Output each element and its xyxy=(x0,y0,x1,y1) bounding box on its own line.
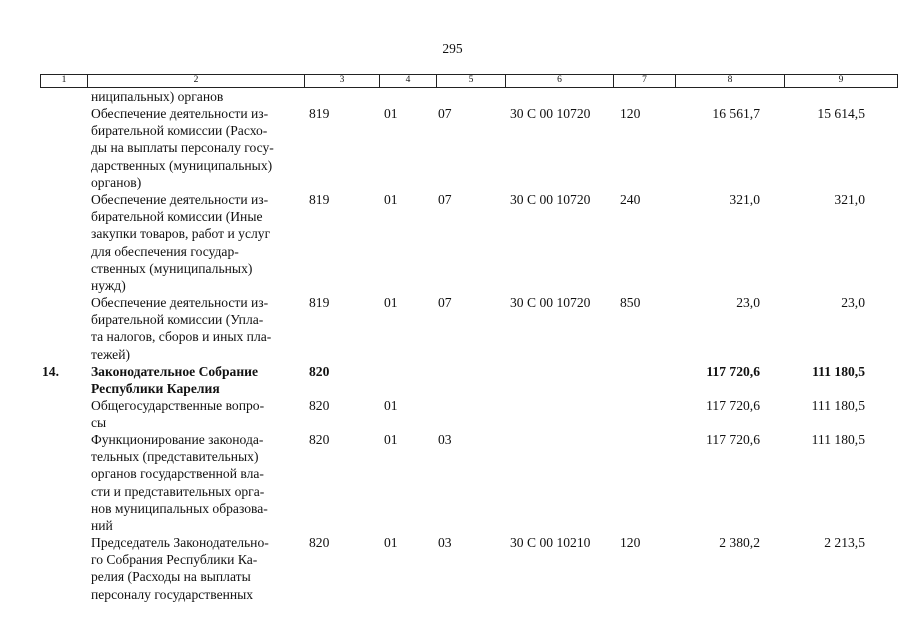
row-description: Функционирование законода- тельных (представительных) органов государственной вла- сти и представительных орга- нов муниципальных образова- ний xyxy=(91,432,268,534)
table-row xyxy=(0,431,905,534)
row-code: 819 xyxy=(309,295,330,310)
row-amount-year1: 117 720,6 xyxy=(706,398,760,413)
row-description: Законодательное Собрание Республики Карелия xyxy=(91,364,259,397)
row-amount-year2: 23,0 xyxy=(841,295,865,310)
row-description: Обеспечение деятельности из- бирательной комиссии (Упла- та налогов, сборов и иных пла- тежей) xyxy=(91,295,272,362)
row-expense-type: 120 xyxy=(620,535,641,550)
row-amount-year1: 2 380,2 xyxy=(719,535,760,550)
row-description: Обеспечение деятельности из- бирательной комиссии (Иные закупки товаров, работ и услуг для обеспечения государ- ственных (муниципальных) нужд) xyxy=(91,192,271,294)
row-expense-type: 120 xyxy=(620,106,641,121)
row-amount-year1: 117 720,6 xyxy=(706,364,760,379)
row-description: Общегосударственные вопро- сы xyxy=(91,398,265,431)
row-target-article: 30 С 00 10720 xyxy=(510,192,591,207)
row-amount-year2: 321,0 xyxy=(834,192,865,207)
row-amount-year1: 117 720,6 xyxy=(706,432,760,447)
row-target-article: 30 С 00 10210 xyxy=(510,535,591,550)
table-header xyxy=(40,74,898,88)
row-amount-year1: 16 561,7 xyxy=(712,106,760,121)
row-description: Председатель Законодательно- го Собрания Республики Ка- релия (Расходы на выплаты персоналу государственных xyxy=(91,535,269,602)
row-amount-year2: 111 180,5 xyxy=(811,432,865,447)
row-target-article: 30 С 00 10720 xyxy=(510,106,591,121)
row-section: 01 xyxy=(384,535,398,550)
row-amount-year2: 111 180,5 xyxy=(811,398,865,413)
table-row xyxy=(0,105,905,191)
table-row xyxy=(0,88,905,105)
row-code: 820 xyxy=(309,432,330,447)
table-row xyxy=(0,191,905,294)
row-subsection: 07 xyxy=(438,106,452,121)
row-section: 01 xyxy=(384,106,398,121)
row-target-article: 30 С 00 10720 xyxy=(510,295,591,310)
page-number: 295 xyxy=(442,41,463,56)
row-section: 01 xyxy=(384,398,398,413)
row-subsection: 03 xyxy=(438,535,452,550)
column-header-8: 8 xyxy=(675,75,784,87)
row-section: 01 xyxy=(384,432,398,447)
column-header-7: 7 xyxy=(613,75,675,87)
column-header-4: 4 xyxy=(379,75,436,87)
row-subsection: 03 xyxy=(438,432,452,447)
row-amount-year2: 111 180,5 xyxy=(812,364,865,379)
row-amount-year2: 2 213,5 xyxy=(824,535,865,550)
row-code: 820 xyxy=(309,364,330,379)
row-section: 01 xyxy=(384,295,398,310)
column-header-2: 2 xyxy=(87,75,304,87)
table-row xyxy=(0,363,905,397)
table-row xyxy=(0,294,905,363)
row-expense-type: 240 xyxy=(620,192,641,207)
table-row xyxy=(0,397,905,431)
column-header-9: 9 xyxy=(784,75,897,87)
row-code: 819 xyxy=(309,192,330,207)
column-header-6: 6 xyxy=(505,75,613,87)
row-subsection: 07 xyxy=(438,192,452,207)
column-header-5: 5 xyxy=(436,75,505,87)
row-subsection: 07 xyxy=(438,295,452,310)
row-amount-year2: 15 614,5 xyxy=(817,106,865,121)
table-row xyxy=(0,534,905,603)
row-description: ниципальных) органов xyxy=(91,89,224,104)
row-code: 820 xyxy=(309,398,330,413)
row-expense-type: 850 xyxy=(620,295,641,310)
row-number: 14. xyxy=(42,364,59,379)
row-code: 820 xyxy=(309,535,330,550)
row-section: 01 xyxy=(384,192,398,207)
row-amount-year1: 321,0 xyxy=(729,192,760,207)
table-body xyxy=(0,88,905,603)
row-code: 819 xyxy=(309,106,330,121)
column-header-3: 3 xyxy=(304,75,379,87)
row-description: Обеспечение деятельности из- бирательной комиссии (Расхо- ды на выплаты персоналу госу- дарственных (муниципальных) органов) xyxy=(91,106,274,190)
row-amount-year1: 23,0 xyxy=(736,295,760,310)
column-header-1: 1 xyxy=(61,75,67,85)
